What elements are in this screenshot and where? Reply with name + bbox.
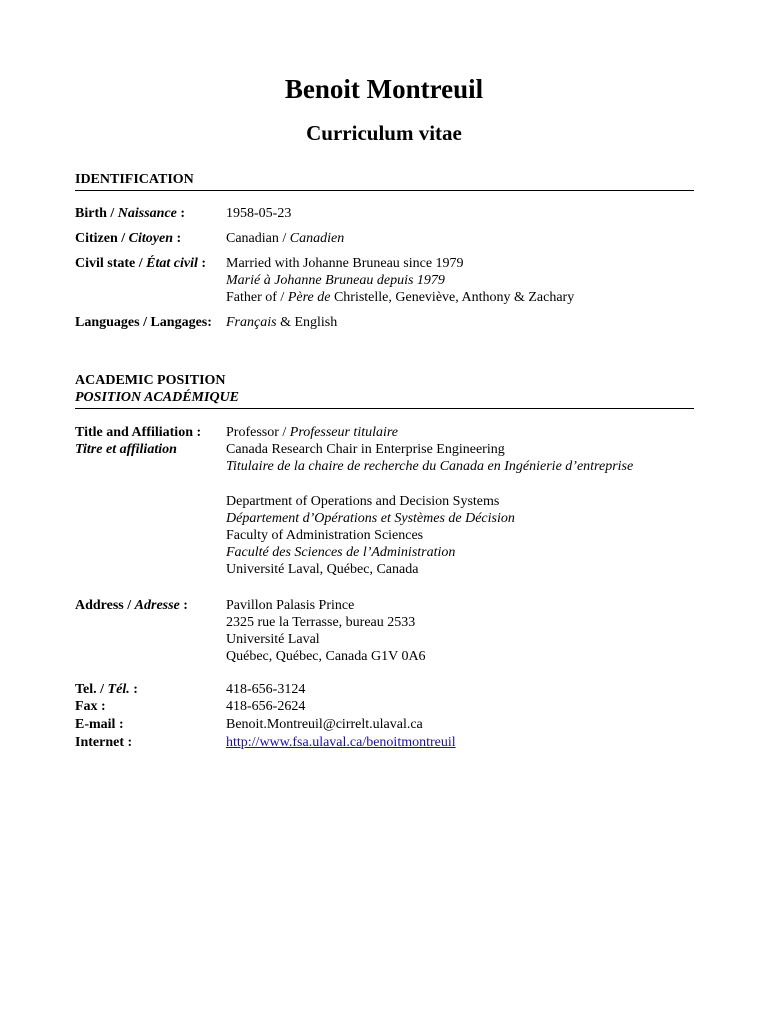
cv-subtitle: Curriculum vitae	[306, 121, 462, 145]
cv-name: Benoit Montreuil	[284, 74, 484, 104]
fax-label: Fax :	[75, 699, 106, 714]
academic-heading	[75, 372, 694, 409]
faculty-en: Faculty of Administration Sciences	[226, 528, 424, 543]
civil-state-label: Civil state / État civil :	[75, 256, 207, 271]
birth-value: 1958-05-23	[226, 206, 292, 221]
languages-label: Languages / Langages:	[75, 315, 212, 330]
email-value: Benoit.Montreuil@cirrelt.ulaval.ca	[226, 717, 423, 732]
citizen-label: Citizen / Citoyen :	[75, 231, 182, 246]
academic-heading-fr: POSITION ACADÉMIQUE	[75, 390, 240, 405]
university-line: Université Laval, Québec, Canada	[226, 562, 419, 577]
title-affiliation-label: Title and Affiliation : Titre et affiliation	[75, 425, 202, 457]
identification-heading: IDENTIFICATION	[75, 171, 694, 191]
citizen-value: Canadian / Canadien	[226, 231, 345, 246]
civil-state-value	[226, 255, 574, 306]
professor-line: Professor / Professeur titulaire	[226, 425, 399, 440]
children-line: Father of / Père de Christelle, Geneviève, Anthony & Zachary	[226, 290, 575, 305]
internet-link[interactable]: http://www.fsa.ulaval.ca/benoitmontreuil	[226, 735, 456, 750]
department-en: Department of Operations and Decision Systems	[226, 494, 500, 509]
chair-en: Canada Research Chair in Enterprise Engineering	[226, 442, 505, 457]
internet-label: Internet :	[75, 735, 133, 750]
tel-value: 418-656-3124	[226, 682, 306, 697]
civil-line-fr: Marié à Johanne Bruneau depuis 1979	[226, 273, 445, 288]
department-fr: Département d’Opérations et Systèmes de Décision	[226, 511, 515, 526]
fax-value: 418-656-2624	[226, 699, 306, 714]
civil-line-en: Married with Johanne Bruneau since 1979	[226, 256, 464, 271]
tel-label: Tel. / Tél. :	[75, 682, 138, 697]
birth-label: Birth / Naissance :	[75, 206, 186, 221]
title-affiliation-value	[226, 424, 633, 578]
faculty-fr: Faculté des Sciences de l’Administration	[226, 545, 456, 560]
address-value: Pavillon Palasis Prince 2325 rue la Terrasse, bureau 2533 Université Laval Québec, Québec, Canada G1V 0A6	[226, 598, 426, 664]
academic-heading-en: ACADEMIC POSITION	[75, 373, 226, 388]
address-label: Address / Adresse :	[75, 598, 188, 613]
chair-fr: Titulaire de la chaire de recherche du Canada en Ingénierie d’entreprise	[226, 459, 634, 474]
email-label: E-mail :	[75, 717, 124, 732]
languages-value: Français & English	[226, 315, 338, 330]
